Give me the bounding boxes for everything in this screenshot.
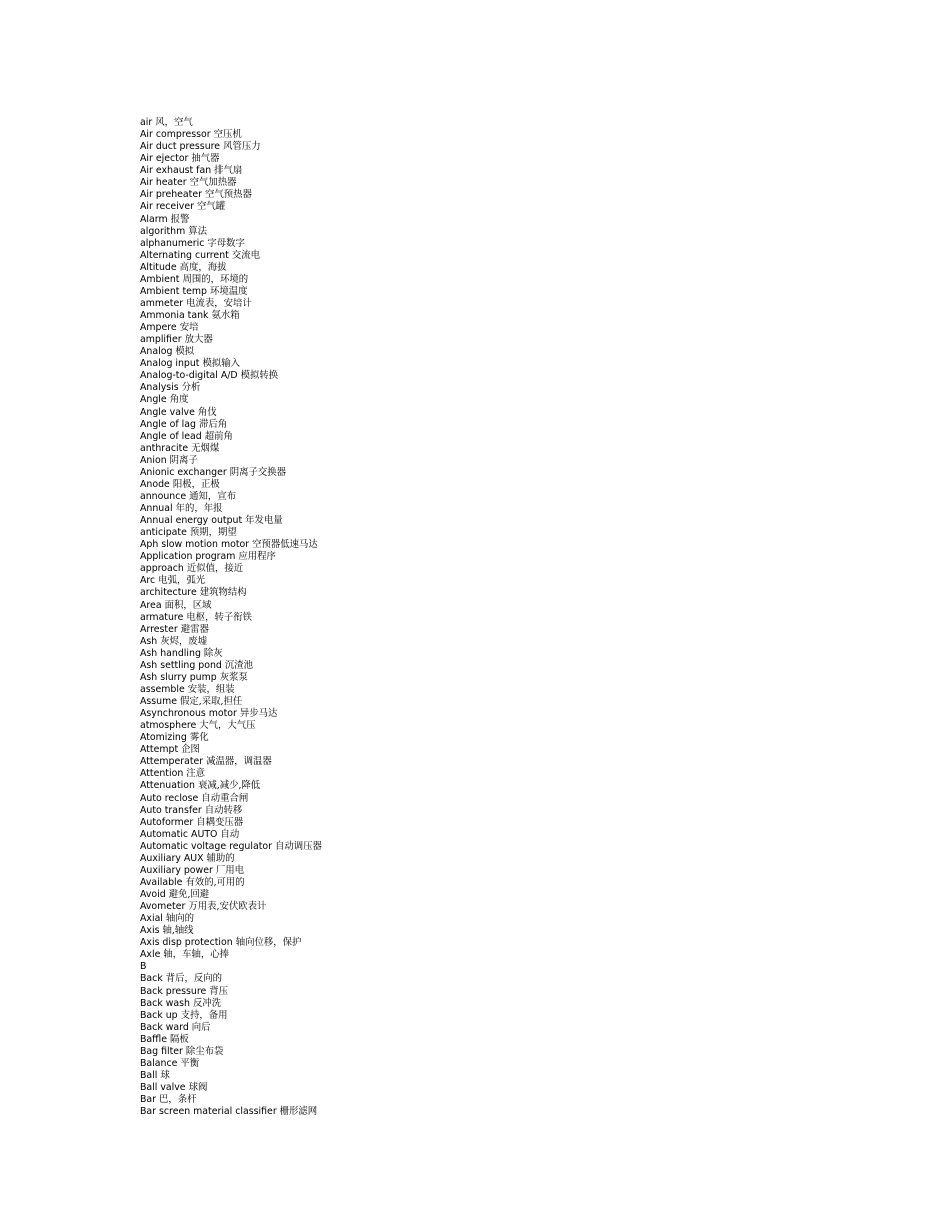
term-english: Bar xyxy=(140,1094,157,1106)
term-chinese: 风，空气 xyxy=(155,117,193,128)
term-english: Annual energy output xyxy=(140,515,243,527)
term-english: algorithm xyxy=(140,225,186,237)
glossary-entry xyxy=(140,407,900,419)
term-chinese: 轴向的 xyxy=(165,913,195,925)
term-chinese: 自动调压器 xyxy=(275,840,322,852)
term-chinese: 面积，区域 xyxy=(164,599,212,611)
glossary-entry xyxy=(140,238,900,250)
term-english: Available xyxy=(140,876,183,888)
glossary-entry xyxy=(140,865,900,877)
glossary-entry xyxy=(140,479,900,491)
term-chinese: 背后，反向的 xyxy=(165,973,223,985)
glossary-entry xyxy=(140,262,900,274)
term-english: Auto reclose xyxy=(140,792,199,804)
glossary-entry xyxy=(140,141,900,153)
term-chinese: 报警 xyxy=(170,213,190,225)
glossary-entry xyxy=(140,274,900,286)
term-chinese: 背压 xyxy=(209,985,228,997)
term-chinese: 避雷器 xyxy=(180,623,209,635)
term-chinese: 安装，组装 xyxy=(187,683,235,695)
term-chinese: 排气扇 xyxy=(214,165,243,177)
term-chinese: 氨水箱 xyxy=(211,310,240,321)
glossary-entry xyxy=(140,153,900,165)
term-english: Angle valve xyxy=(140,406,195,418)
glossary-entry xyxy=(140,612,900,624)
term-english: Assume xyxy=(140,696,178,707)
glossary-entry xyxy=(140,732,900,744)
glossary-entry xyxy=(140,925,900,937)
term-chinese: 球阀 xyxy=(188,1082,208,1093)
term-chinese: 自动 xyxy=(220,828,240,840)
term-chinese: 放大器 xyxy=(184,334,213,346)
term-english: Attempt xyxy=(140,744,179,756)
term-english: Axial xyxy=(140,913,163,925)
term-english: Air ejector xyxy=(140,153,189,165)
glossary-entry xyxy=(140,358,900,370)
term-english: Ash settling pond xyxy=(140,659,222,671)
term-english: Angle of lag xyxy=(140,418,196,430)
term-chinese: 高度，海拔 xyxy=(179,261,227,273)
glossary-entry xyxy=(140,600,900,612)
term-english: atmosphere xyxy=(140,720,197,732)
term-english: amplifier xyxy=(140,334,182,346)
glossary-entry xyxy=(140,961,900,973)
term-english: Bar screen material classifier xyxy=(140,1106,277,1118)
term-english: Ball valve xyxy=(140,1082,186,1093)
term-english: Analysis xyxy=(140,382,179,394)
term-chinese: 灰浆泵 xyxy=(219,671,248,683)
glossary-entry xyxy=(140,382,900,394)
term-english: Ash slurry pump xyxy=(140,671,217,683)
term-chinese: 减温器，调温器 xyxy=(206,756,272,768)
term-english: Aph slow motion motor xyxy=(140,539,250,551)
glossary-entry xyxy=(140,756,900,768)
glossary-entry xyxy=(140,310,900,322)
term-chinese: 电弧，弧光 xyxy=(158,575,206,587)
term-chinese: 轴向位移，保护 xyxy=(235,937,302,949)
term-chinese: 异步马达 xyxy=(239,708,278,720)
term-chinese: 年的，年报 xyxy=(175,503,223,514)
term-chinese: 环境温度 xyxy=(210,285,248,297)
term-english: ammeter xyxy=(140,297,184,309)
glossary-entry xyxy=(140,250,900,262)
glossary-entry xyxy=(140,648,900,660)
term-english: Avoid xyxy=(140,889,166,900)
term-english: Ampere xyxy=(140,322,177,334)
term-chinese: 除灰 xyxy=(203,647,223,659)
term-chinese: 沉渣池 xyxy=(224,659,254,671)
glossary-entry xyxy=(140,780,900,792)
term-chinese: 周围的，环境的 xyxy=(182,273,249,285)
term-english: Automatic voltage regulator xyxy=(140,840,272,852)
term-chinese: 轴，车轴，心捧 xyxy=(163,949,229,961)
term-english: Angle of lead xyxy=(140,430,202,442)
glossary-entry xyxy=(140,949,900,961)
term-english: Ambient temp xyxy=(140,285,207,297)
term-english: Air heater xyxy=(140,177,187,189)
term-chinese: 厂用电 xyxy=(215,864,244,876)
glossary-entry xyxy=(140,696,900,708)
glossary-entry xyxy=(140,551,900,563)
term-english: Air preheater xyxy=(140,189,202,201)
term-chinese: 应用程序 xyxy=(238,551,276,563)
glossary-entry xyxy=(140,1082,900,1094)
term-english: Ash xyxy=(140,635,158,647)
term-english: Axis disp protection xyxy=(140,937,233,949)
term-chinese: 风管压力 xyxy=(223,141,261,153)
glossary-entry xyxy=(140,793,900,805)
glossary-entry xyxy=(140,889,900,901)
glossary-entry xyxy=(140,419,900,431)
term-chinese: 假定,采取,担任 xyxy=(180,696,243,707)
glossary-entry xyxy=(140,394,900,406)
glossary-entry xyxy=(140,805,900,817)
term-english: Back up xyxy=(140,1009,178,1021)
term-chinese: 自动转移 xyxy=(204,804,243,816)
glossary-entry xyxy=(140,768,900,780)
term-english: Back wash xyxy=(140,997,190,1009)
term-english: Back xyxy=(140,973,163,985)
term-english: Air compressor xyxy=(140,129,211,141)
glossary-entry xyxy=(140,986,900,998)
term-chinese: 除尘布袋 xyxy=(185,1045,224,1057)
term-chinese: 阴离子 xyxy=(169,454,198,466)
term-english: anticipate xyxy=(140,527,187,539)
glossary-entry xyxy=(140,467,900,479)
term-chinese: 滞后角 xyxy=(198,418,228,430)
term-chinese: 反冲洗 xyxy=(192,997,222,1009)
term-chinese: 超前角 xyxy=(204,430,233,442)
glossary-entry xyxy=(140,1070,900,1082)
term-english: Axis xyxy=(140,925,160,937)
glossary-entry xyxy=(140,973,900,985)
glossary-entry xyxy=(140,998,900,1010)
term-chinese: 向后 xyxy=(191,1021,211,1033)
glossary-entry xyxy=(140,841,900,853)
glossary-entry xyxy=(140,1106,900,1118)
glossary-entry xyxy=(140,853,900,865)
term-chinese: 模拟输入 xyxy=(202,358,241,370)
term-chinese: 模拟 xyxy=(175,346,195,358)
term-english: Analog-to-digital A/D xyxy=(140,370,238,382)
term-english: Analog xyxy=(140,346,173,358)
term-chinese: 灰烬，废墟 xyxy=(160,635,208,647)
term-english: Ammonia tank xyxy=(140,310,209,321)
term-chinese: 自动重合闸 xyxy=(201,792,249,804)
term-english: Back ward xyxy=(140,1021,189,1033)
glossary-entry xyxy=(140,431,900,443)
term-chinese: 安培 xyxy=(179,322,199,334)
glossary-entry xyxy=(140,1046,900,1058)
glossary-entry xyxy=(140,829,900,841)
glossary-list xyxy=(140,117,900,1118)
glossary-entry xyxy=(140,563,900,575)
glossary-entry xyxy=(140,527,900,539)
term-english: anthracite xyxy=(140,442,189,454)
glossary-entry xyxy=(140,214,900,226)
glossary-entry xyxy=(140,286,900,298)
term-english: Altitude xyxy=(140,261,177,273)
glossary-entry xyxy=(140,672,900,684)
glossary-entry xyxy=(140,744,900,756)
term-chinese: 支持，备用 xyxy=(180,1009,228,1021)
glossary-entry xyxy=(140,1034,900,1046)
glossary-entry xyxy=(140,334,900,346)
term-chinese: 角伐 xyxy=(197,406,217,418)
term-chinese: 企图 xyxy=(181,744,200,756)
term-chinese: 空气罐 xyxy=(196,201,226,213)
term-english: Annual xyxy=(140,503,173,514)
term-english: Baffle xyxy=(140,1033,168,1045)
term-chinese: 近似值，接近 xyxy=(186,563,244,575)
term-english: B xyxy=(140,961,147,973)
term-english: Auxiliary power xyxy=(140,864,213,876)
term-english: Attemperater xyxy=(140,756,204,768)
term-chinese: 注意 xyxy=(186,768,206,780)
term-chinese: 电流表，安培计 xyxy=(186,297,252,309)
term-chinese: 有效的,可用的 xyxy=(185,876,245,888)
term-chinese: 避免,回避 xyxy=(168,889,210,900)
term-english: Back pressure xyxy=(140,985,207,997)
term-chinese: 空压机 xyxy=(213,129,242,141)
term-english: Asynchronous motor xyxy=(140,708,237,720)
term-chinese: 巴，条杆 xyxy=(159,1094,197,1106)
glossary-entry xyxy=(140,575,900,587)
term-english: Alarm xyxy=(140,213,168,225)
glossary-entry xyxy=(140,491,900,503)
term-english: Air duct pressure xyxy=(140,141,221,153)
glossary-entry xyxy=(140,901,900,913)
term-chinese: 预期，期望 xyxy=(189,527,237,539)
term-chinese: 隔板 xyxy=(170,1033,189,1045)
term-chinese: 自耦变压器 xyxy=(196,816,244,828)
glossary-entry xyxy=(140,1058,900,1070)
term-english: Air receiver xyxy=(140,201,194,213)
term-english: Auxiliary AUX xyxy=(140,852,204,864)
term-chinese: 平衡 xyxy=(180,1057,200,1069)
glossary-entry xyxy=(140,660,900,672)
term-chinese: 大气，大气压 xyxy=(199,720,256,732)
term-english: Air exhaust fan xyxy=(140,165,212,177)
term-english: Attention xyxy=(140,768,184,780)
glossary-entry xyxy=(140,165,900,177)
glossary-entry xyxy=(140,298,900,310)
term-chinese: 辅助的 xyxy=(206,852,235,864)
term-english: Ambient xyxy=(140,273,180,285)
term-english: Anion xyxy=(140,454,167,466)
term-chinese: 建筑物结构 xyxy=(199,587,247,599)
term-english: armature xyxy=(140,611,184,623)
glossary-entry xyxy=(140,226,900,238)
term-chinese: 电枢，转子衔铁 xyxy=(186,611,252,623)
term-chinese: 阴离子交换器 xyxy=(229,466,286,478)
term-english: Angle xyxy=(140,394,167,406)
term-english: Alternating current xyxy=(140,249,229,261)
glossary-entry xyxy=(140,129,900,141)
term-chinese: 角度 xyxy=(169,394,189,406)
term-english: Ash handling xyxy=(140,647,201,659)
glossary-entry xyxy=(140,117,900,129)
term-english: alphanumeric xyxy=(140,237,205,249)
term-english: air xyxy=(140,117,153,128)
term-chinese: 年发电量 xyxy=(245,515,283,527)
term-english: assemble xyxy=(140,683,185,695)
term-english: Attenuation xyxy=(140,780,195,792)
term-english: announce xyxy=(140,490,187,502)
term-chinese: 抽气器 xyxy=(191,153,220,165)
glossary-entry xyxy=(140,177,900,189)
glossary-entry xyxy=(140,708,900,720)
glossary-entry xyxy=(140,1010,900,1022)
term-chinese: 交流电 xyxy=(231,249,260,261)
glossary-entry xyxy=(140,817,900,829)
glossary-entry xyxy=(140,587,900,599)
term-english: Arrester xyxy=(140,623,178,635)
glossary-entry xyxy=(140,624,900,636)
glossary-entry xyxy=(140,539,900,551)
term-english: Bag filter xyxy=(140,1045,183,1057)
term-chinese: 球 xyxy=(160,1069,170,1081)
term-english: Anionic exchanger xyxy=(140,466,227,478)
term-chinese: 衰减,减少,降低 xyxy=(197,780,261,792)
term-english: architecture xyxy=(140,587,197,599)
term-english: approach xyxy=(140,563,184,575)
glossary-entry xyxy=(140,189,900,201)
term-chinese: 分析 xyxy=(181,382,201,394)
glossary-entry xyxy=(140,937,900,949)
term-english: Ball xyxy=(140,1069,158,1081)
term-chinese: 阳极，正极 xyxy=(172,478,220,490)
glossary-entry xyxy=(140,1094,900,1106)
glossary-entry xyxy=(140,720,900,732)
term-chinese: 空气预热器 xyxy=(204,189,252,201)
glossary-entry xyxy=(140,877,900,889)
term-chinese: 万用表,安伏欧表计 xyxy=(188,901,267,913)
term-chinese: 无烟煤 xyxy=(191,442,220,454)
term-english: Autoformer xyxy=(140,816,194,828)
term-chinese: 轴,轴线 xyxy=(162,925,194,937)
term-english: Area xyxy=(140,599,162,611)
glossary-entry xyxy=(140,913,900,925)
term-chinese: 栅形滤网 xyxy=(279,1106,318,1118)
term-chinese: 算法 xyxy=(188,225,208,237)
glossary-entry xyxy=(140,455,900,467)
term-english: Application program xyxy=(140,551,236,563)
term-chinese: 空气加热器 xyxy=(189,177,237,189)
glossary-entry xyxy=(140,636,900,648)
term-english: Automatic AUTO xyxy=(140,828,218,840)
glossary-entry xyxy=(140,370,900,382)
term-chinese: 模拟转换 xyxy=(240,370,279,382)
glossary-entry xyxy=(140,201,900,213)
glossary-entry xyxy=(140,1022,900,1034)
term-english: Analog input xyxy=(140,358,200,370)
term-chinese: 字母数字 xyxy=(207,237,245,249)
glossary-entry xyxy=(140,322,900,334)
term-english: Balance xyxy=(140,1057,178,1069)
term-chinese: 雾化 xyxy=(189,732,209,744)
glossary-entry xyxy=(140,503,900,515)
term-english: Anode xyxy=(140,478,170,490)
term-english: Auto transfer xyxy=(140,804,202,816)
glossary-entry xyxy=(140,443,900,455)
term-english: Arc xyxy=(140,575,156,587)
term-english: Axle xyxy=(140,949,161,961)
term-chinese: 空预器低速马达 xyxy=(252,539,318,551)
glossary-entry xyxy=(140,346,900,358)
term-english: Atomizing xyxy=(140,732,187,744)
term-chinese: 通知，宣布 xyxy=(189,490,237,502)
term-english: Avometer xyxy=(140,901,186,913)
glossary-entry xyxy=(140,515,900,527)
glossary-entry xyxy=(140,684,900,696)
